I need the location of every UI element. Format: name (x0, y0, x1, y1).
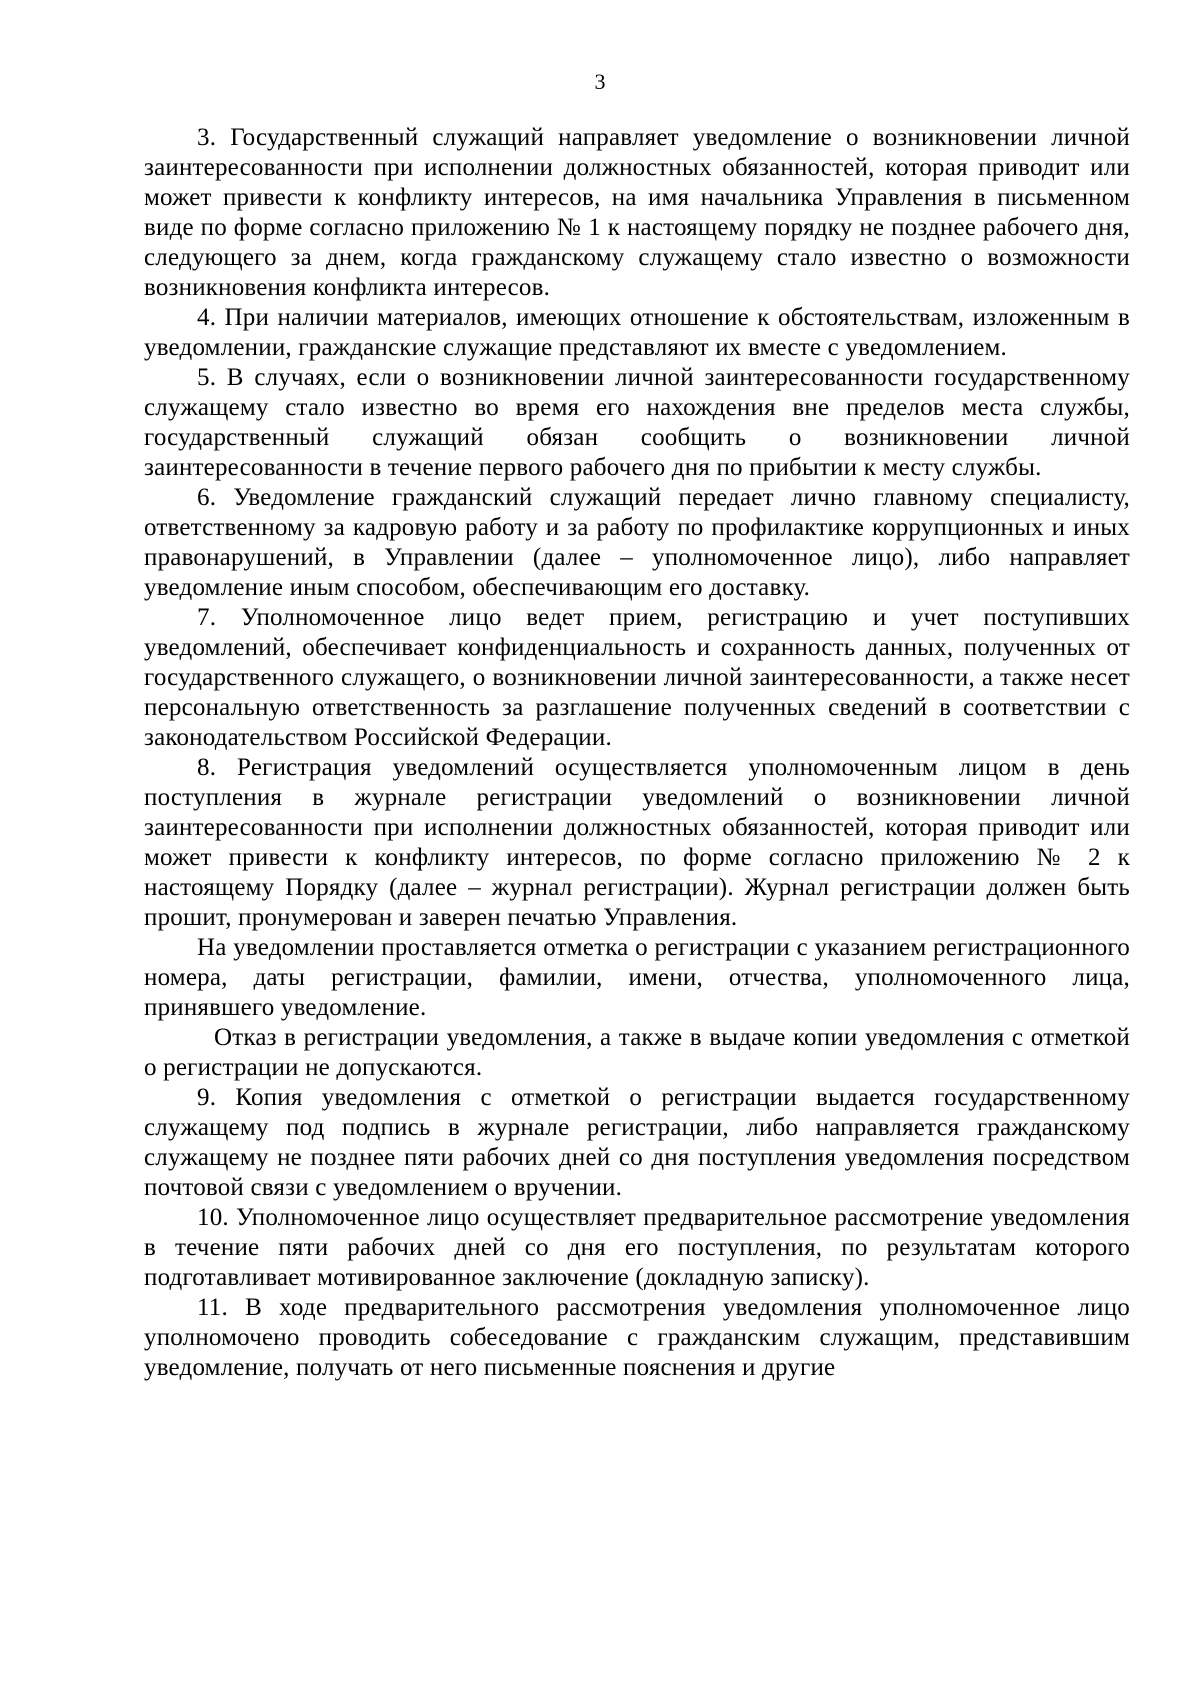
paragraph-3: 3. Государственный служащий направляет уведомление о возникновении личной заинтересованности при исполнении должностных обязанностей, которая приводит или может привести к конфликту интересов, на имя начальника Управления в письменном виде по форме согласно приложению № 1 к настоящему порядку не позднее рабочего дня, следующего за днем, когда гражданскому служащему стало известно о возможности возникновения конфликта интересов. (144, 124, 1130, 301)
paragraph-7: 7. Уполномоченное лицо ведет прием, регистрацию и учет поступивших уведомлений, обеспечивает конфиденциальность и сохранность данных, полученных от государственного служащего, о возникновении личной заинтересованности, а также несет персональную ответственность за разглашение полученных сведений в соответствии с законодательством Российской Федерации. (144, 604, 1130, 751)
paragraph-8: 8. Регистрация уведомлений осуществляется уполномоченным лицом в день поступления в журнале регистрации уведомлений о возникновении личной заинтересованности при исполнении должностных обязанностей, которая приводит или может привести к конфликту интересов, по форме согласно приложению № 2 к настоящему Порядку (далее – журнал регистрации). Журнал регистрации должен быть прошит, пронумерован и заверен печатью Управления. (144, 754, 1130, 931)
paragraph-10: 10. Уполномоченное лицо осуществляет предварительное рассмотрение уведомления в течение пяти рабочих дней со дня его поступления, по результатам которого подготавливает мотивированное заключение (докладную записку). (144, 1204, 1130, 1291)
document-body (144, 123, 1130, 1383)
paragraph-5: 5. В случаях, если о возникновении личной заинтересованности государственному служащему стало известно во время его нахождения вне пределов места службы, государственный служащий обязан сообщить о возникновении личной заинтересованности в течение первого рабочего дня по прибытии к месту службы. (144, 364, 1130, 481)
paragraph-11: 11. В ходе предварительного рассмотрения уведомления уполномоченное лицо уполномочено проводить собеседование с гражданским служащим, представившим уведомление, получать от него письменные пояснения и другие (144, 1294, 1130, 1381)
paragraph-9: 9. Копия уведомления с отметкой о регистрации выдается государственному служащему под подпись в журнале регистрации, либо направляется гражданскому служащему не позднее пяти рабочих дней со дня поступления уведомления посредством почтовой связи с уведомлением о вручении. (144, 1084, 1130, 1201)
paragraph-6: 6. Уведомление гражданский служащий передает лично главному специалисту, ответственному за кадровую работу и за работу по профилактике коррупционных и иных правонарушений, в Управлении (далее – уполномоченное лицо), либо направляет уведомление иным способом, обеспечивающим его доставку. (144, 484, 1130, 601)
paragraph-8-registration-mark: На уведомлении проставляется отметка о регистрации с указанием регистрационного номера, даты регистрации, фамилии, имени, отчества, уполномоченного лица, принявшего уведомление. (144, 934, 1130, 1021)
paragraph-8-refusal: Отказ в регистрации уведомления, а также в выдаче копии уведомления с отметкой о регистрации не допускаются. (144, 1024, 1130, 1081)
page-number: 3 (594, 69, 606, 94)
paragraph-4: 4. При наличии материалов, имеющих отношение к обстоятельствам, изложенным в уведомлении, гражданские служащие представляют их вместе с уведомлением. (144, 304, 1130, 361)
